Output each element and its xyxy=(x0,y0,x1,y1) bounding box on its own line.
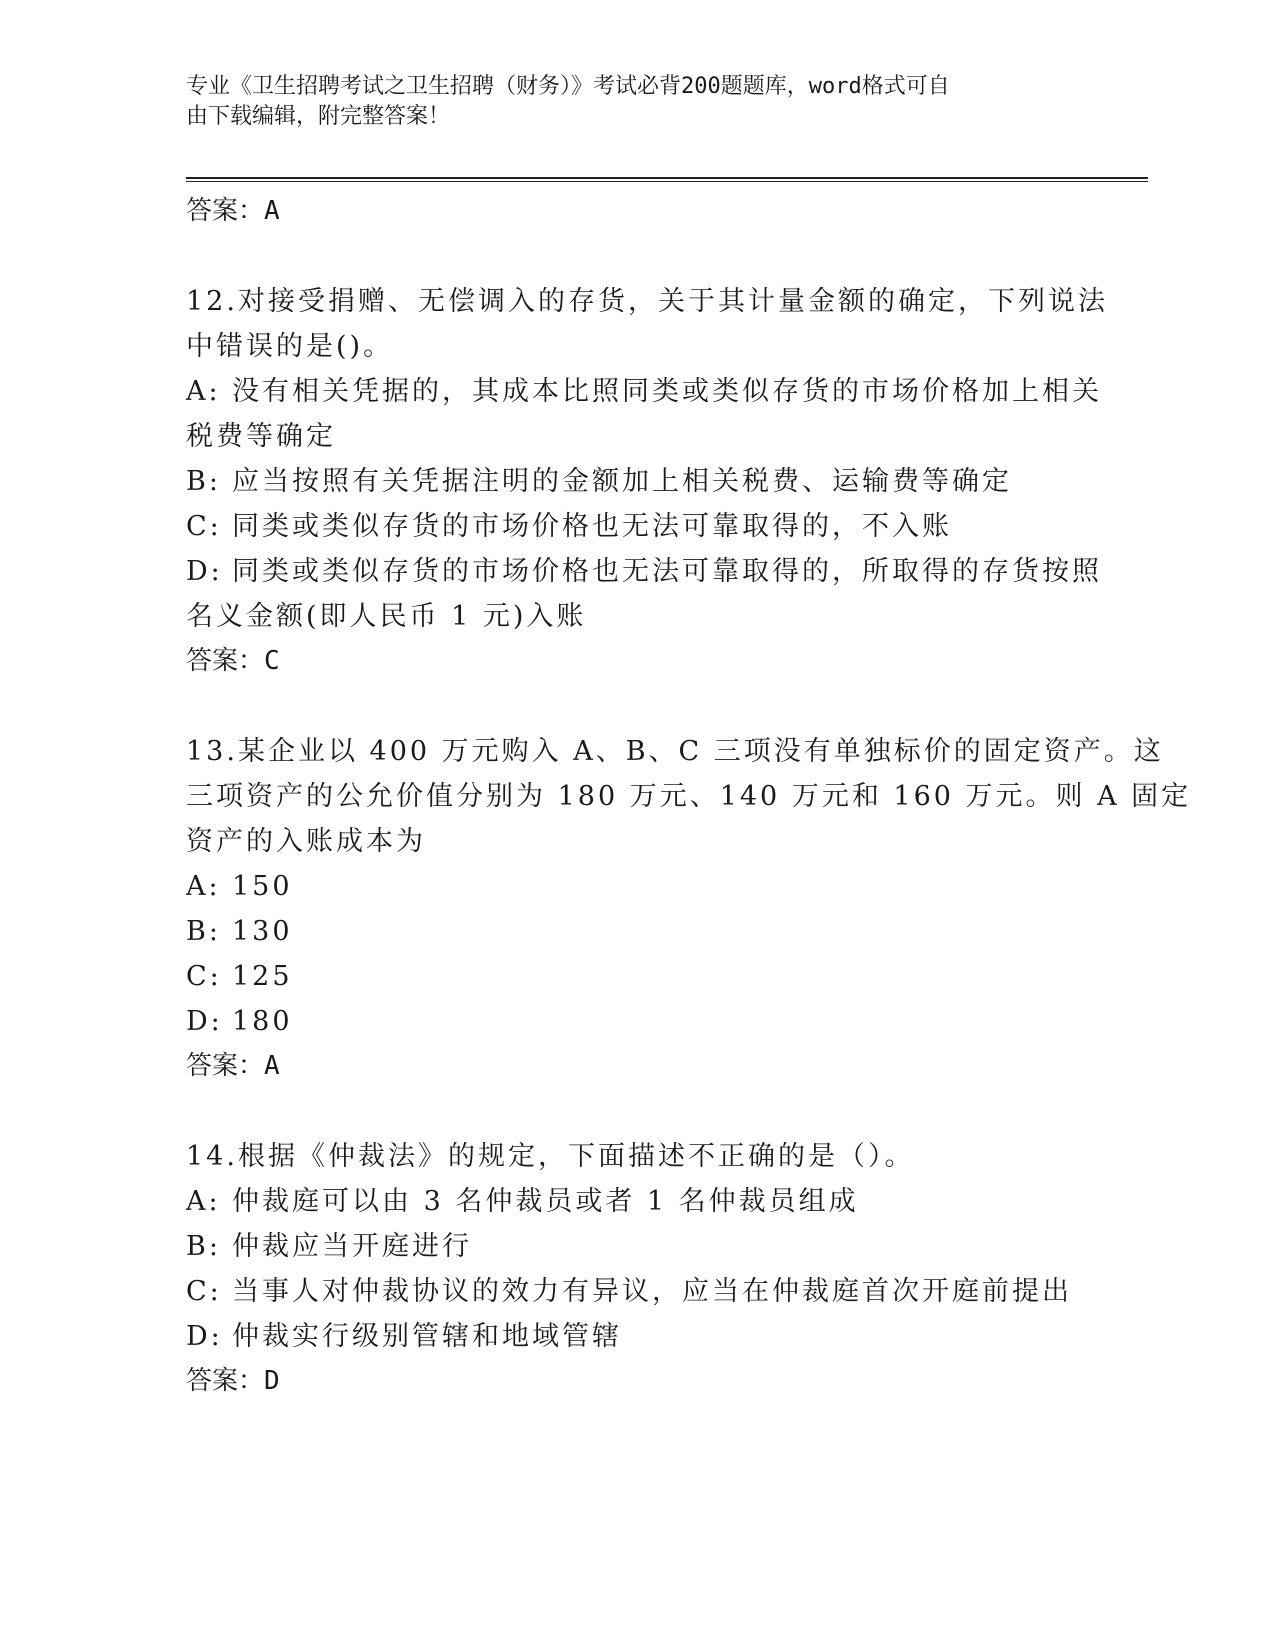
header-divider-thin xyxy=(186,181,1148,182)
option-b-text: 仲裁应当开庭进行 xyxy=(232,1231,472,1262)
question-14-option-d xyxy=(186,1314,1086,1359)
header-line-1: 专业《卫生招聘考试之卫生招聘（财务）》考试必背200题题库，word格式可自 xyxy=(186,74,950,99)
question-12-option-a xyxy=(186,369,1102,414)
question-13-option-b xyxy=(186,909,1086,954)
document-body xyxy=(186,189,1192,1403)
question-13 xyxy=(186,729,1192,1088)
question-12-option-b xyxy=(186,459,1086,504)
option-d-letter: D: xyxy=(186,556,223,587)
question-12-stem-line-1: 12.对接受捐赠、无偿调入的存货，关于其计量金额的确定，下列说法 xyxy=(186,286,1108,317)
option-a-letter: A: xyxy=(186,1186,221,1217)
option-a-text: 150 xyxy=(232,871,293,902)
question-13-stem-line-1: 13.某企业以 400 万元购入 A、B、C 三项没有单独标价的固定资产。这 xyxy=(186,736,1164,767)
question-14-option-a xyxy=(186,1179,1086,1224)
answer-q13: 答案：A xyxy=(186,1051,280,1081)
question-12-option-d-cont: 名义金额(即人民币 1 元)入账 xyxy=(186,601,587,632)
option-b-letter: B: xyxy=(186,466,221,497)
option-c-letter: C: xyxy=(186,1276,222,1307)
question-12 xyxy=(186,279,1108,683)
question-14-option-b xyxy=(186,1224,1086,1269)
option-c-text: 125 xyxy=(232,961,293,992)
answer-q14: 答案：D xyxy=(186,1366,280,1396)
option-a-letter: A: xyxy=(186,871,221,902)
option-c-letter: C: xyxy=(186,961,222,992)
question-13-option-c xyxy=(186,954,1086,999)
question-12-option-c xyxy=(186,504,1086,549)
question-14-stem-line-1: 14.根据《仲裁法》的规定，下面描述不正确的是（）。 xyxy=(186,1141,915,1172)
option-d-letter: D: xyxy=(186,1321,223,1352)
option-b-text: 应当按照有关凭据注明的金额加上相关税费、运输费等确定 xyxy=(232,466,1012,497)
answer-q12: 答案：C xyxy=(186,646,280,676)
option-b-letter: B: xyxy=(186,1231,221,1262)
option-a-text: 仲裁庭可以由 3 名仲裁员或者 1 名仲裁员组成 xyxy=(232,1186,859,1217)
option-d-text: 仲裁实行级别管辖和地域管辖 xyxy=(232,1321,622,1352)
question-13-stem-line-3: 资产的入账成本为 xyxy=(186,826,426,857)
option-c-text: 当事人对仲裁协议的效力有异议，应当在仲裁庭首次开庭前提出 xyxy=(232,1276,1072,1307)
question-12-option-d xyxy=(186,549,1102,594)
header-divider-thick xyxy=(186,177,1148,179)
question-13-option-a xyxy=(186,864,1086,909)
header-line-2: 由下载编辑，附完整答案！ xyxy=(186,104,451,129)
option-b-letter: B: xyxy=(186,916,221,947)
question-13-option-d xyxy=(186,999,1086,1044)
answer-q11: 答案：A xyxy=(186,196,280,226)
question-12-stem-line-2: 中错误的是()。 xyxy=(186,331,394,362)
option-a-letter: A: xyxy=(186,376,221,407)
option-a-text: 没有相关凭据的，其成本比照同类或类似存货的市场价格加上相关 xyxy=(232,376,1102,407)
option-b-text: 130 xyxy=(232,916,293,947)
question-13-stem-line-2: 三项资产的公允价值分别为 180 万元、140 万元和 160 万元。则 A 固定 xyxy=(186,781,1192,812)
question-14 xyxy=(186,1134,1086,1403)
option-d-text: 180 xyxy=(232,1006,293,1037)
option-c-text: 同类或类似存货的市场价格也无法可靠取得的，不入账 xyxy=(232,511,952,542)
option-d-letter: D: xyxy=(186,1006,223,1037)
document-header xyxy=(186,72,1066,132)
question-14-option-c xyxy=(186,1269,1086,1314)
option-c-letter: C: xyxy=(186,511,222,542)
question-12-option-a-cont: 税费等确定 xyxy=(186,421,336,452)
option-d-text: 同类或类似存货的市场价格也无法可靠取得的，所取得的存货按照 xyxy=(232,556,1102,587)
